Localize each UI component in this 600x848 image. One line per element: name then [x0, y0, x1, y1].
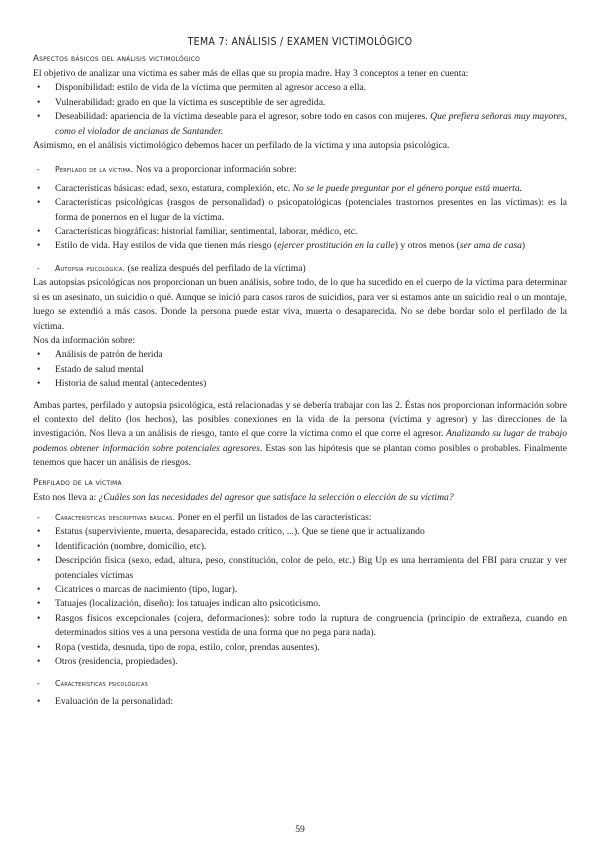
after-paragraph: Asimismo, en el análisis victimológico debemos hacer un perfilado de la víctima y una autopsia psicológica.	[33, 140, 450, 152]
list-item: • Cicatrices o marcas de nacimiento (tipo, lugar).	[33, 583, 567, 597]
list-item: • Deseabilidad: apariencia de la víctima deseable para el agresor, sobre todo en casos con mujeres. Que prefiera señoras muy mayores, como el violador de ancianas de Santander.	[33, 110, 567, 139]
autopsia-intro: Nos da información sobre:	[33, 334, 136, 346]
list-item: • Rasgos físicos excepcionales (cojera, deformaciones): sobre todo la ruptura de congruencia (principio de extrañeza, cuando en determinados sitios ves a una persona vestida de una forma que no pega para nada).	[33, 612, 567, 641]
subheading-psicologicas: - Características psicológicas	[37, 679, 149, 689]
intro-paragraph: El objetivo de analizar una víctima es saber más de ellas que su propia madre. Hay 3 conceptos a tener en cuenta:	[33, 68, 469, 79]
list-item: • Características psicológicas (rasgos de personalidad) o psicopatológicas (potenciales trastornos presentes en las víctimas): es la forma de ponernos en el lugar de la víctima.	[33, 196, 567, 225]
concepts-list	[33, 81, 567, 139]
perfilado-list	[33, 182, 567, 254]
list-item: • Análisis de patrón de herida	[33, 348, 567, 362]
subheading-perfilado: - Perfilado de la víctima. Nos va a proporcionar información sobre:	[37, 164, 297, 176]
subheading-descriptivas: - Características descriptivas básicas. Poner en el perfil un listados de las características:	[37, 511, 372, 523]
list-item: • Ropa (vestida, desnuda, tipo de ropa, estilo, color, prendas ausentes).	[33, 641, 567, 655]
list-item: • Tatuajes (localización, diseño): los tatuajes indican alto psicoticismo.	[33, 597, 567, 611]
autopsia-list	[33, 348, 567, 391]
descriptivas-list	[33, 525, 567, 669]
list-item: • Características biográficas: historial familiar, sentimental, laborar, médico, etc.	[33, 225, 567, 239]
page-title: TEMA 7: ANÁLISIS / EXAMEN VICTIMOLÓGICO	[187, 36, 413, 48]
list-item: • Vulnerabilidad: grado en que la víctima es susceptible de ser agredida.	[33, 96, 567, 110]
perfilado-intro: Esto nos lleva a: ¿Cuáles son las necesidades del agresor que satisface la selección o elección de su víctima?	[33, 491, 454, 503]
list-item: • Otros (residencia, propiedades).	[33, 655, 567, 669]
subheading-autopsia: - Autopsia psicológica. (se realiza después del perfilado de la víctima)	[37, 262, 306, 274]
list-item: • Descripción física (sexo, edad, altura, peso, constitución, color de pelo, etc.) Big Up es una herramienta del FBI para cruzar y ver potenciales víctimas	[33, 554, 567, 583]
list-item: • Historia de salud mental (antecedentes)	[33, 377, 567, 391]
list-item: • Características básicas: edad, sexo, estatura, complexión, etc. No se le puede preguntar por el género porque está muerta.	[33, 182, 567, 196]
section-heading-perfilado: Perfilado de la víctima	[33, 477, 122, 488]
list-item: • Estatus (superviviente, muerta, desaparecida, estado crítico, ...). Que se tiene que ir actualizando	[33, 525, 567, 539]
list-item: • Estado de salud mental	[33, 363, 567, 377]
page-number: 59	[295, 824, 305, 835]
list-item: • Estilo de vida. Hay estilos de vida que tienen más riesgo (ejercer prostitución en la calle) y otros menos (ser ama de casa)	[33, 239, 567, 253]
list-item: • Disponibilidad: estilo de vida de la víctima que permiten al agresor acceso a ella.	[33, 81, 567, 95]
document-page	[33, 36, 567, 709]
list-item: • Evaluación de la personalidad:	[33, 695, 567, 709]
psicologicas-list	[33, 695, 567, 709]
closing-paragraph: Ambas partes, perfilado y autopsia psicológica, está relacionadas y se debería trabajar con las 2. Éstas nos proporcionan información sobre el contexto del delito (los hechos), las posibles conexiones en la vida de la persona (víctima y agresor) y las direcciones de la investigación. Nos lleva a un análisis de riesgo, tanto el que corre la víctima como el que corre el agresor. Analizando su lugar de trabajo podemos obtener información sobre potenciales agresores. Estas son las hipótesis que se plantan como posibles o probables. Finalmente tenemos que hacer un análisis de riesgos.	[33, 399, 568, 469]
list-item: • Identificación (nombre, domicilio, etc).	[33, 540, 567, 554]
section-heading-basics: Aspectos básicos del análisis victimológico	[33, 54, 201, 64]
autopsia-paragraph: Las autopsias psicológicas nos proporcionan un buen análisis, sobre todo, de lo que ha sucedido en el cuerpo de la víctima para determinar si es un asesinato, un suicidio o qué. Aunque se inició para casos raros de suicidios, para ver si estamos ante un suicidio real o un montaje, luego se extendió a más casos. Donde la persona puede estar viva, muerta o desaparecida. No se debe bordar solo el perfilado de la víctima.	[33, 277, 567, 332]
